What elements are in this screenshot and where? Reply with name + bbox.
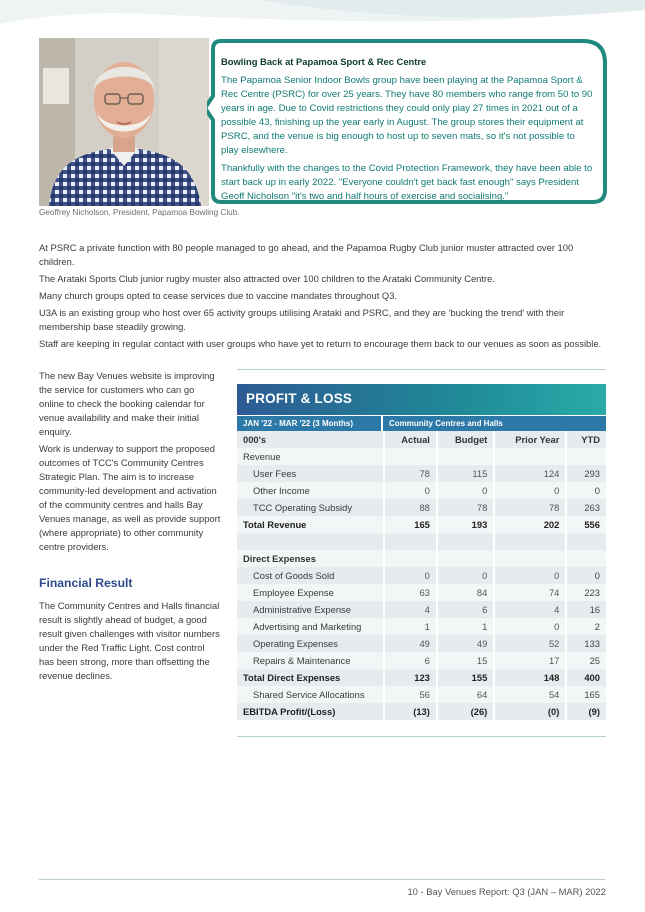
- row-value: 78: [383, 465, 436, 482]
- row-label: Total Direct Expenses: [237, 669, 383, 686]
- table-row: [237, 499, 606, 516]
- row-value: 0: [565, 482, 606, 499]
- row-value: [436, 550, 493, 567]
- row-label: Employee Expense: [237, 584, 383, 601]
- profit-loss-header: [237, 384, 606, 415]
- body-paragraph: Many church groups opted to cease services due to vaccine mandates throughout Q3.: [39, 290, 398, 301]
- row-label: Administrative Expense: [237, 601, 383, 618]
- row-label: TCC Operating Subsidy: [237, 499, 383, 516]
- row-value: 263: [565, 499, 606, 516]
- column-header: Actual: [383, 431, 436, 448]
- row-value: 400: [565, 669, 606, 686]
- row-value: 202: [493, 516, 565, 533]
- body-paragraph: At PSRC a private function with 80 people managed to go ahead, and the Papamoa Rugby Club junior muster attracted over 100 children.: [39, 242, 574, 267]
- row-label: Shared Service Allocations: [237, 686, 383, 703]
- column-header: Budget: [436, 431, 493, 448]
- column-header: YTD: [565, 431, 606, 448]
- row-value: [493, 533, 565, 550]
- feature-title: Bowling Back at Papamoa Sport & Rec Centre: [221, 56, 427, 67]
- row-value: 54: [493, 686, 565, 703]
- row-value: 2: [565, 618, 606, 635]
- segment-label: Community Centres and Halls: [383, 416, 606, 431]
- row-value: [383, 550, 436, 567]
- row-value: 165: [565, 686, 606, 703]
- row-value: 0: [436, 482, 493, 499]
- row-label: Total Revenue: [237, 516, 383, 533]
- row-value: [565, 448, 606, 465]
- president-photo: [39, 38, 209, 206]
- row-value: 123: [383, 669, 436, 686]
- row-value: 1: [383, 618, 436, 635]
- row-value: 223: [565, 584, 606, 601]
- body-paragraph: The Arataki Sports Club junior rugby muster also attracted over 100 children to the Arataki Community Centre.: [39, 273, 495, 284]
- row-label: Cost of Goods Sold: [237, 567, 383, 584]
- row-value: 78: [436, 499, 493, 516]
- row-label: Operating Expenses: [237, 635, 383, 652]
- table-row: [237, 465, 606, 482]
- row-value: 0: [565, 567, 606, 584]
- row-value: 556: [565, 516, 606, 533]
- row-value: 84: [436, 584, 493, 601]
- left-paragraph: The new Bay Venues website is improving the service for customers who can go online to check the booking calendar for venue availability and make their initial enquiry.: [39, 370, 215, 437]
- row-value: 17: [493, 652, 565, 669]
- row-label: Repairs & Maintenance: [237, 652, 383, 669]
- body-paragraphs: [39, 241, 605, 354]
- financial-result-text: The Community Centres and Halls financial result is slightly ahead of budget, a good result given challenges with visitor numbers under the Red Traffic Light. Cost control has been strong, more than offsetting the revenue declines.: [39, 600, 220, 681]
- row-value: [436, 448, 493, 465]
- row-label: User Fees: [237, 465, 383, 482]
- row-value: [493, 550, 565, 567]
- table-row: [237, 482, 606, 499]
- profit-loss-table: [237, 416, 606, 720]
- table-row: [237, 669, 606, 686]
- row-value: 56: [383, 686, 436, 703]
- row-value: 25: [565, 652, 606, 669]
- row-value: 133: [565, 635, 606, 652]
- column-header: Prior Year: [493, 431, 565, 448]
- row-label: Direct Expenses: [237, 550, 383, 567]
- divider: [237, 369, 606, 370]
- body-paragraph: Staff are keeping in regular contact with user groups who have yet to return to encourage them back to our venues as soon as possible.: [39, 338, 602, 349]
- table-row: [237, 618, 606, 635]
- row-value: (9): [565, 703, 606, 720]
- table-row: [237, 652, 606, 669]
- row-label: EBITDA Profit/(Loss): [237, 703, 383, 720]
- row-label: Revenue: [237, 448, 383, 465]
- period-label: JAN '22 - MAR '22 (3 Months): [237, 416, 383, 431]
- row-value: 74: [493, 584, 565, 601]
- row-value: 6: [436, 601, 493, 618]
- row-value: 0: [493, 567, 565, 584]
- row-value: 16: [565, 601, 606, 618]
- table-row: [237, 448, 606, 465]
- row-value: (26): [436, 703, 493, 720]
- row-value: 115: [436, 465, 493, 482]
- row-value: 165: [383, 516, 436, 533]
- row-value: 4: [383, 601, 436, 618]
- row-value: (0): [493, 703, 565, 720]
- row-value: [565, 533, 606, 550]
- left-paragraph: Work is underway to support the proposed outcomes of TCC's Community Centres Strategic Plan. The aim is to increase community-led development and activation of the community centres and halls Bay Venues manage, as well as provide support (where appropriate) to other community centre providers.: [39, 443, 221, 552]
- row-value: 88: [383, 499, 436, 516]
- feature-paragraph: The Papamoa Senior Indoor Bowls group have been playing at the Papamoa Sport & Rec Centre (PSRC) for over 25 years. They have 80 members who range from 50 to 90 years in age. Due to Covid restrictions they could only play 27 times in 2021 out of a possible 43, finishing up the year early in August. The group stores their equipment at PSRC, and the venue is big enough to host up to seven mats, so it's not possible to play elsewhere.: [221, 75, 593, 156]
- table-row: [237, 584, 606, 601]
- table-row: [237, 533, 606, 550]
- row-value: 124: [493, 465, 565, 482]
- table-row: [237, 567, 606, 584]
- row-value: 0: [436, 567, 493, 584]
- row-value: 193: [436, 516, 493, 533]
- footer-divider: [39, 879, 605, 880]
- row-value: 148: [493, 669, 565, 686]
- row-value: 52: [493, 635, 565, 652]
- row-value: 49: [436, 635, 493, 652]
- table-row: [237, 516, 606, 533]
- photo-caption: Geoffrey Nicholson, President, Papamoa Bowling Club.: [39, 208, 240, 217]
- feature-paragraph: Thankfully with the changes to the Covid Protection Framework, they have been able to start back up in early 2022. "Everyone couldn't get back fast enough" says President Geoff Nicholson "it's two and half hours of exercise and socialising.": [221, 163, 593, 202]
- financial-result-heading: Financial Result: [39, 576, 133, 590]
- page-footer: 10 - Bay Venues Report: Q3 (JAN – MAR) 2022: [407, 886, 606, 897]
- body-paragraph: U3A is an existing group who host over 65 activity groups utilising Arataki and PSRC, and they are 'bucking the trend' with their membership base steadily growing.: [39, 307, 565, 332]
- row-value: 15: [436, 652, 493, 669]
- row-value: 78: [493, 499, 565, 516]
- table-row: [237, 601, 606, 618]
- profit-loss-title: PROFIT & LOSS: [246, 391, 353, 406]
- row-value: 63: [383, 584, 436, 601]
- row-value: 155: [436, 669, 493, 686]
- row-value: 293: [565, 465, 606, 482]
- table-row: [237, 635, 606, 652]
- feature-callout: [207, 38, 608, 206]
- row-value: [565, 550, 606, 567]
- table-row: [237, 703, 606, 720]
- row-value: [493, 448, 565, 465]
- table-row: [237, 550, 606, 567]
- row-value: 0: [383, 567, 436, 584]
- row-label: Other Income: [237, 482, 383, 499]
- divider: [237, 736, 606, 737]
- row-label: [237, 533, 383, 550]
- left-column: [39, 369, 221, 686]
- row-value: 0: [383, 482, 436, 499]
- row-value: 0: [493, 618, 565, 635]
- row-value: 4: [493, 601, 565, 618]
- row-value: [383, 533, 436, 550]
- column-header: 000's: [237, 431, 383, 448]
- row-label: Advertising and Marketing: [237, 618, 383, 635]
- row-value: 0: [493, 482, 565, 499]
- row-value: 6: [383, 652, 436, 669]
- row-value: 49: [383, 635, 436, 652]
- row-value: 1: [436, 618, 493, 635]
- table-row: [237, 686, 606, 703]
- row-value: 64: [436, 686, 493, 703]
- table-header-row: [237, 431, 606, 448]
- row-value: [383, 448, 436, 465]
- row-value: [436, 533, 493, 550]
- table-band-row: [237, 416, 606, 431]
- row-value: (13): [383, 703, 436, 720]
